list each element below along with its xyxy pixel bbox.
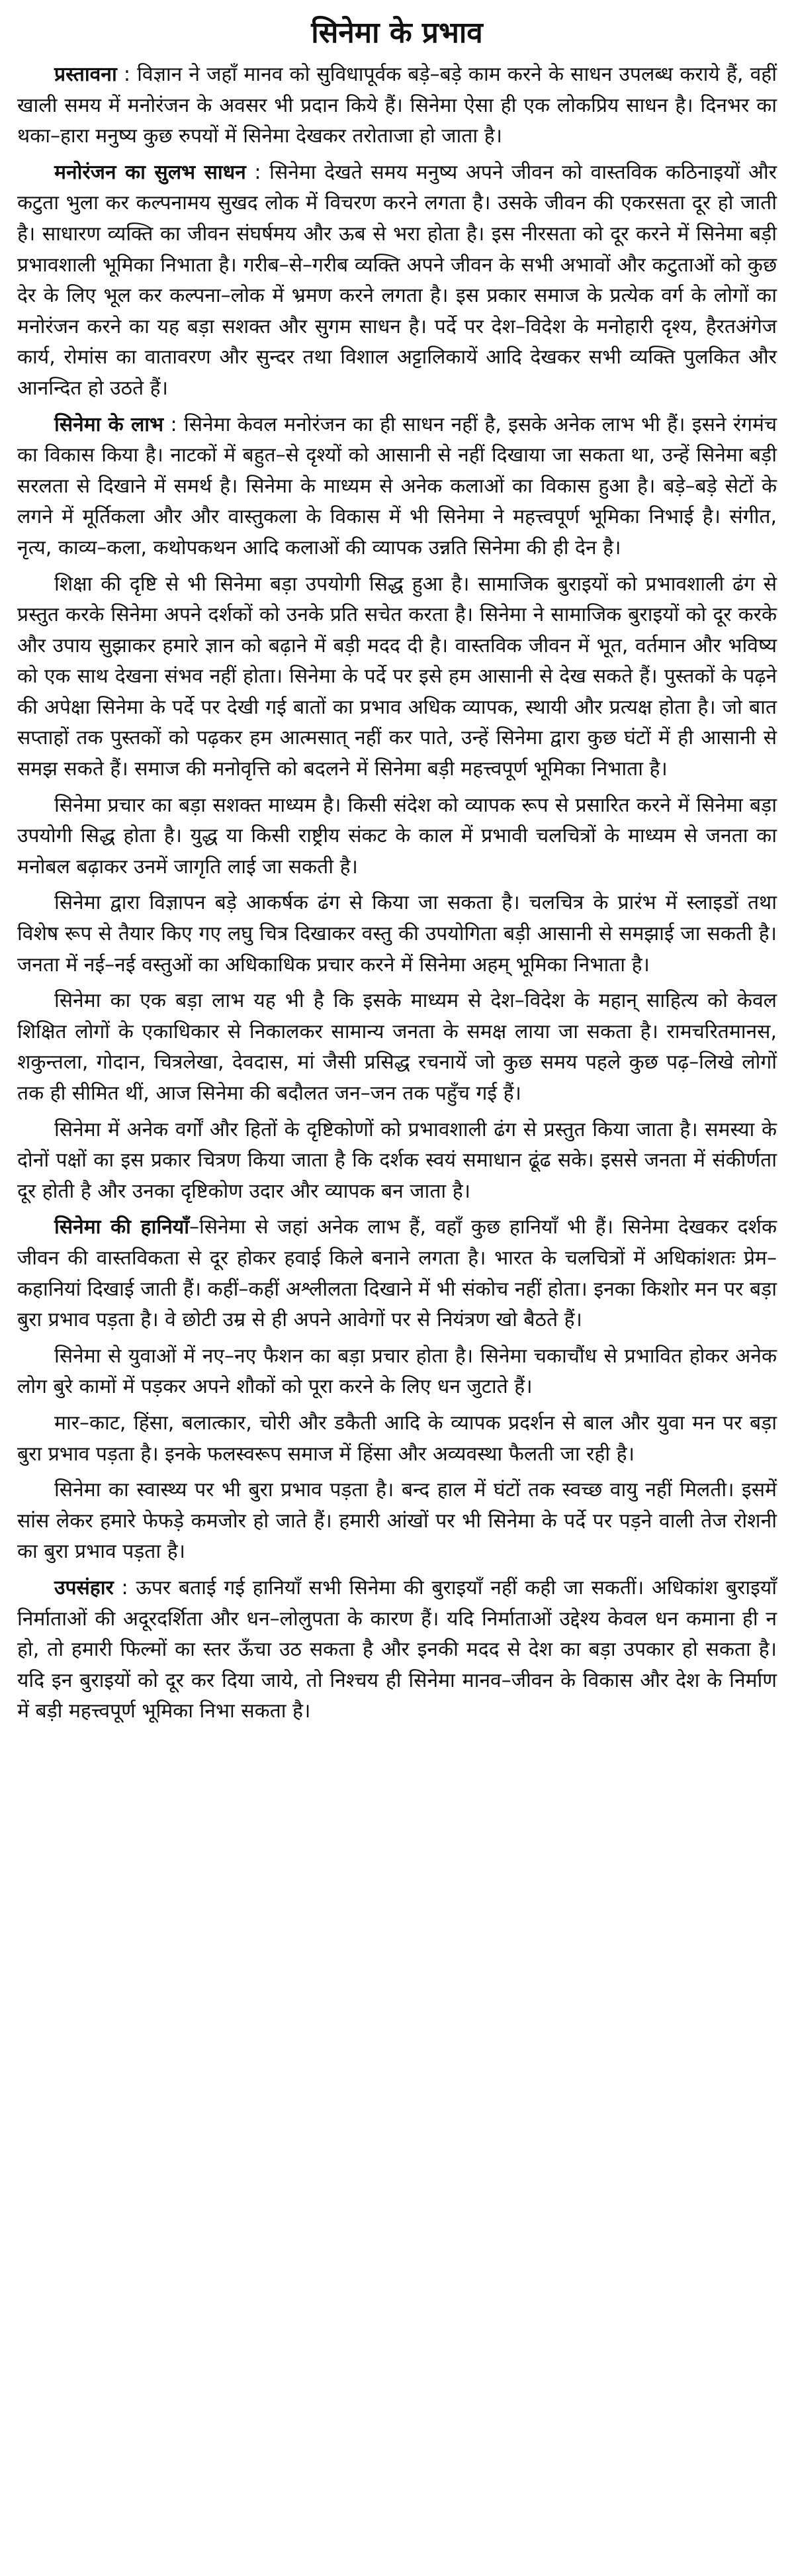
paragraph-literature	[17, 986, 777, 1109]
heading-separator: –	[189, 1216, 199, 1239]
paragraph-text: सिनेमा द्वारा विज्ञापन बड़े आकर्षक ढंग से किया जा सकता है। चलचित्र के प्रारंभ में स्लाइडों तथा विशेष रूप से तैयार किए गए लघु चित्र दिखाकर वस्तु की उपयोगिता बड़ी आसानी से समझाई जा सकती है। जनता में नई–नई वस्तुओं का अधिकाधिक प्रचार करने में सिनेमा अहम् भूमिका निभाता है।	[17, 891, 777, 977]
paragraph-viewpoints	[17, 1115, 777, 1208]
paragraph-text: शिक्षा की दृष्टि से भी सिनेमा बड़ा उपयोगी सिद्ध हुआ है। सामाजिक बुराइयों को प्रभावशाली ढंग से प्रस्तुत करके सिनेमा अपने दर्शकों को उनके प्रति सचेत करता है। सिनेमा ने सामाजिक बुराइयों को दूर करके और उपाय सुझाकर हमारे ज्ञान को बढ़ाने में बड़ी मदद दी है। वास्तविक जीवन में भूत, वर्तमान और भविष्य को एक साथ देखना संभव नहीं होता। सिनेमा के पर्दे पर इसे हम आसानी से देख सकते हैं। पुस्तकों के पढ़ने की अपेक्षा सिनेमा के पर्दे पर देखी गई बातों का प्रभाव अधिक व्यापक, स्थायी और प्रत्यक्ष होता है। जो बात सप्ताहों तक पुस्तकों को पढ़कर हम आत्मसात् नहीं कर पाते, उन्हें सिनेमा द्वारा कुछ घंटों में ही आसानी से समझ सकते हैं। समाज की मनोवृत्ति को बदलने में सिनेमा बड़ी महत्त्वपूर्ण भूमिका निभाता है।	[17, 572, 777, 781]
section-entertainment	[17, 158, 777, 405]
heading-separator: :	[245, 160, 270, 184]
section-introduction	[17, 60, 777, 152]
paragraph-advertising	[17, 888, 777, 980]
paragraph-text: मार–काट, हिंसा, बलात्कार, चोरी और डकैती आदि के व्यापक प्रदर्शन से बाल और युवा मन पर बड़ा बुरा प्रभाव पड़ता है। इनके फलस्वरूप समाज में हिंसा और अव्यवस्था फैलती जा रही है।	[17, 1411, 777, 1466]
paragraph-propaganda	[17, 790, 777, 883]
section-benefits	[17, 410, 777, 564]
paragraph-text: सिनेमा का स्वास्थ्य पर भी बुरा प्रभाव पड़ता है। बन्द हाल में घंटों तक स्वच्छ वायु नहीं मिलती। इसमें सांस लेकर हमारे फेफड़े कमजोर हो जाते हैं। हमारी आंखों पर भी सिनेमा के पर्दे पर पड़ने वाली तेज रोशनी का बुरा प्रभाव पड़ता है।	[17, 1478, 777, 1564]
paragraph-text: सिनेमा प्रचार का बड़ा सशक्त माध्यम है। किसी संदेश को व्यापक रूप से प्रसारित करने में सिनेमा बड़ा उपयोगी सिद्ध होता है। युद्ध या किसी राष्ट्रीय संकट के काल में प्रभावी चलचित्रों के माध्यम से जनता का मनोबल बढ़ाकर उनमें जागृति लाई जा सकती है।	[17, 793, 777, 879]
section-heading: सिनेमा की हानियाँ	[54, 1216, 189, 1239]
paragraph-education	[17, 569, 777, 785]
heading-separator: :	[116, 63, 138, 86]
section-text: सिनेमा से जहां अनेक लाभ हैं, वहाँ कुछ हानियाँ भी हैं। सिनेमा देखकर दर्शक जीवन की वास्तविकता से दूर होकर हवाई किले बनाने लगता है। भारत के चलचित्रों में अधिकांशतः प्रेम–कहानियां दिखाई जाती हैं। कहीं–कहीं अश्लीलता दिखाने में भी संकोच नहीं होता। इनका किशोर मन पर बड़ा बुरा प्रभाव पड़ता है। वे छोटी उम्र से ही अपने आवेगों पर से नियंत्रण खो बैठते हैं।	[17, 1216, 777, 1332]
section-heading: मनोरंजन का सुलभ साधन	[54, 160, 246, 184]
section-heading: सिनेमा के लाभ	[54, 412, 164, 436]
paragraph-health	[17, 1475, 777, 1568]
section-harms	[17, 1212, 777, 1335]
paragraph-violence	[17, 1408, 777, 1470]
section-conclusion	[17, 1573, 777, 1727]
paragraph-text: सिनेमा का एक बड़ा लाभ यह भी है कि इसके माध्यम से देश–विदेश के महान् साहित्य को केवल शिक्षित लोगों के एकाधिकार से निकालकर सामान्य जनता के समक्ष लाया जा सकता है। रामचरितमानस, शकुन्तला, गोदान, चित्रलेखा, देवदास, मां जैसी प्रसिद्ध रचनायें जो कुछ समय पहले कुछ पढ़–लिखे लोगों तक ही सीमित थीं, आज सिनेमा की बदौलत जन–जन तक पहुँच गई हैं।	[17, 989, 777, 1105]
paragraph-text: सिनेमा में अनेक वर्गों और हितों के दृष्टिकोणों को प्रभावशाली ढंग से प्रस्तुत किया जाता है। समस्या के दोनों पक्षों का इस प्रकार चित्रण किया जाता है कि दर्शक स्वयं समाधान ढूंढ सके। इससे जनता में संकीर्णता दूर होती है और उनका दृष्टिकोण उदार और व्यापक बन जाता है।	[17, 1118, 777, 1203]
section-text: सिनेमा देखते समय मनुष्य अपने जीवन को वास्तविक कठिनाइयों और कटुता भुला कर कल्पनामय सुखद लोक में विचरण करने लगता है। उसके जीवन की एकरसता दूर हो जाती है। साधारण व्यक्ति का जीवन संघर्षमय और ऊब से भरा होता है। इस नीरसता को दूर करने में सिनेमा बड़ी प्रभावशाली भूमिका निभाता है। गरीब–से–गरीब व्यक्ति अपने जीवन के सभी अभावों और कटुताओं को कुछ देर के लिए भूल कर कल्पना–लोक में भ्रमण करने लगता है। इस प्रकार समाज के प्रत्येक वर्ग के लोगों का मनोरंजन करने का यह बड़ा सशक्त और सुगम साधन है। पर्दे पर देश–विदेश के मनोहारी दृश्य, हैरतअंगेज कार्य, रोमांस का वातावरण और सुन्दर तथा विशाल अट्टालिकायें आदि देखकर सभी व्यक्ति पुलकित और आनन्दित हो उठते हैं।	[17, 160, 777, 400]
paragraph-fashion	[17, 1341, 777, 1403]
heading-separator: :	[163, 412, 184, 436]
essay-title: सिनेमा के प्रभाव	[311, 16, 483, 50]
section-text: सिनेमा केवल मनोरंजन का ही साधन नहीं है, इसके अनेक लाभ भी हैं। इसने रंगमंच का विकास किया है। नाटकों में बहुत–से दृश्यों को आसानी से नहीं दिखाया जा सकता था, उन्हें सिनेमा बड़ी सरलता से दिखाने में समर्थ है। सिनेमा के माध्यम से अनेक कलाओं का विकास हुआ है। बड़े–बड़े सेटों के लगने में मूर्तिकला और और वास्तुकला के विकास में भी सिनेमा ने महत्त्वपूर्ण भूमिका निभाई है। संगीत, नृत्य, काव्य–कला, कथोपकथन आदि कलाओं की व्यापक उन्नति सिनेमा की ही देन है।	[17, 412, 777, 559]
section-heading: उपसंहार	[54, 1576, 114, 1599]
section-text: ऊपर बताई गई हानियाँ सभी सिनेमा की बुराइयाँ नहीं कही जा सकतीं। अधिकांश बुराइयाँ निर्माताओं की अदूरदर्शिता और धन–लोलुपता के कारण हैं। यदि निर्माताओं उद्देश्य केवल धन कमाना ही न हो, तो हमारी फिल्मों का स्तर ऊँचा उठ सकता है और इनकी मदद से देश का बड़ा उपकार हो सकता है। यदि इन बुराइयों को दूर कर दिया जाये, तो निश्चय ही सिनेमा मानव–जीवन के विकास और देश के निर्माण में बड़ी महत्त्वपूर्ण भूमिका निभा सकता है।	[17, 1576, 777, 1723]
heading-separator: :	[113, 1576, 136, 1599]
paragraph-text: सिनेमा से युवाओं में नए–नए फैशन का बड़ा प्रचार होता है। सिनेमा चकाचौंध से प्रभावित होकर अनेक लोग बुरे कामों में पड़कर अपने शौकों को पूरा करने के लिए धन जुटाते हैं।	[17, 1344, 777, 1399]
section-text: विज्ञान ने जहाँ मानव को सुविधापूर्वक बड़े–बड़े काम करने के साधन उपलब्ध कराये हैं, वहीं खाली समय में मनोरंजन के अवसर भी प्रदान किये हैं। सिनेमा ऐसा ही एक लोकप्रिय साधन है। दिनभर का थका–हारा मनुष्य कुछ रुपयों में सिनेमा देखकर तरोताजा हो जाता है।	[17, 63, 777, 148]
section-heading: प्रस्तावना	[54, 63, 117, 86]
